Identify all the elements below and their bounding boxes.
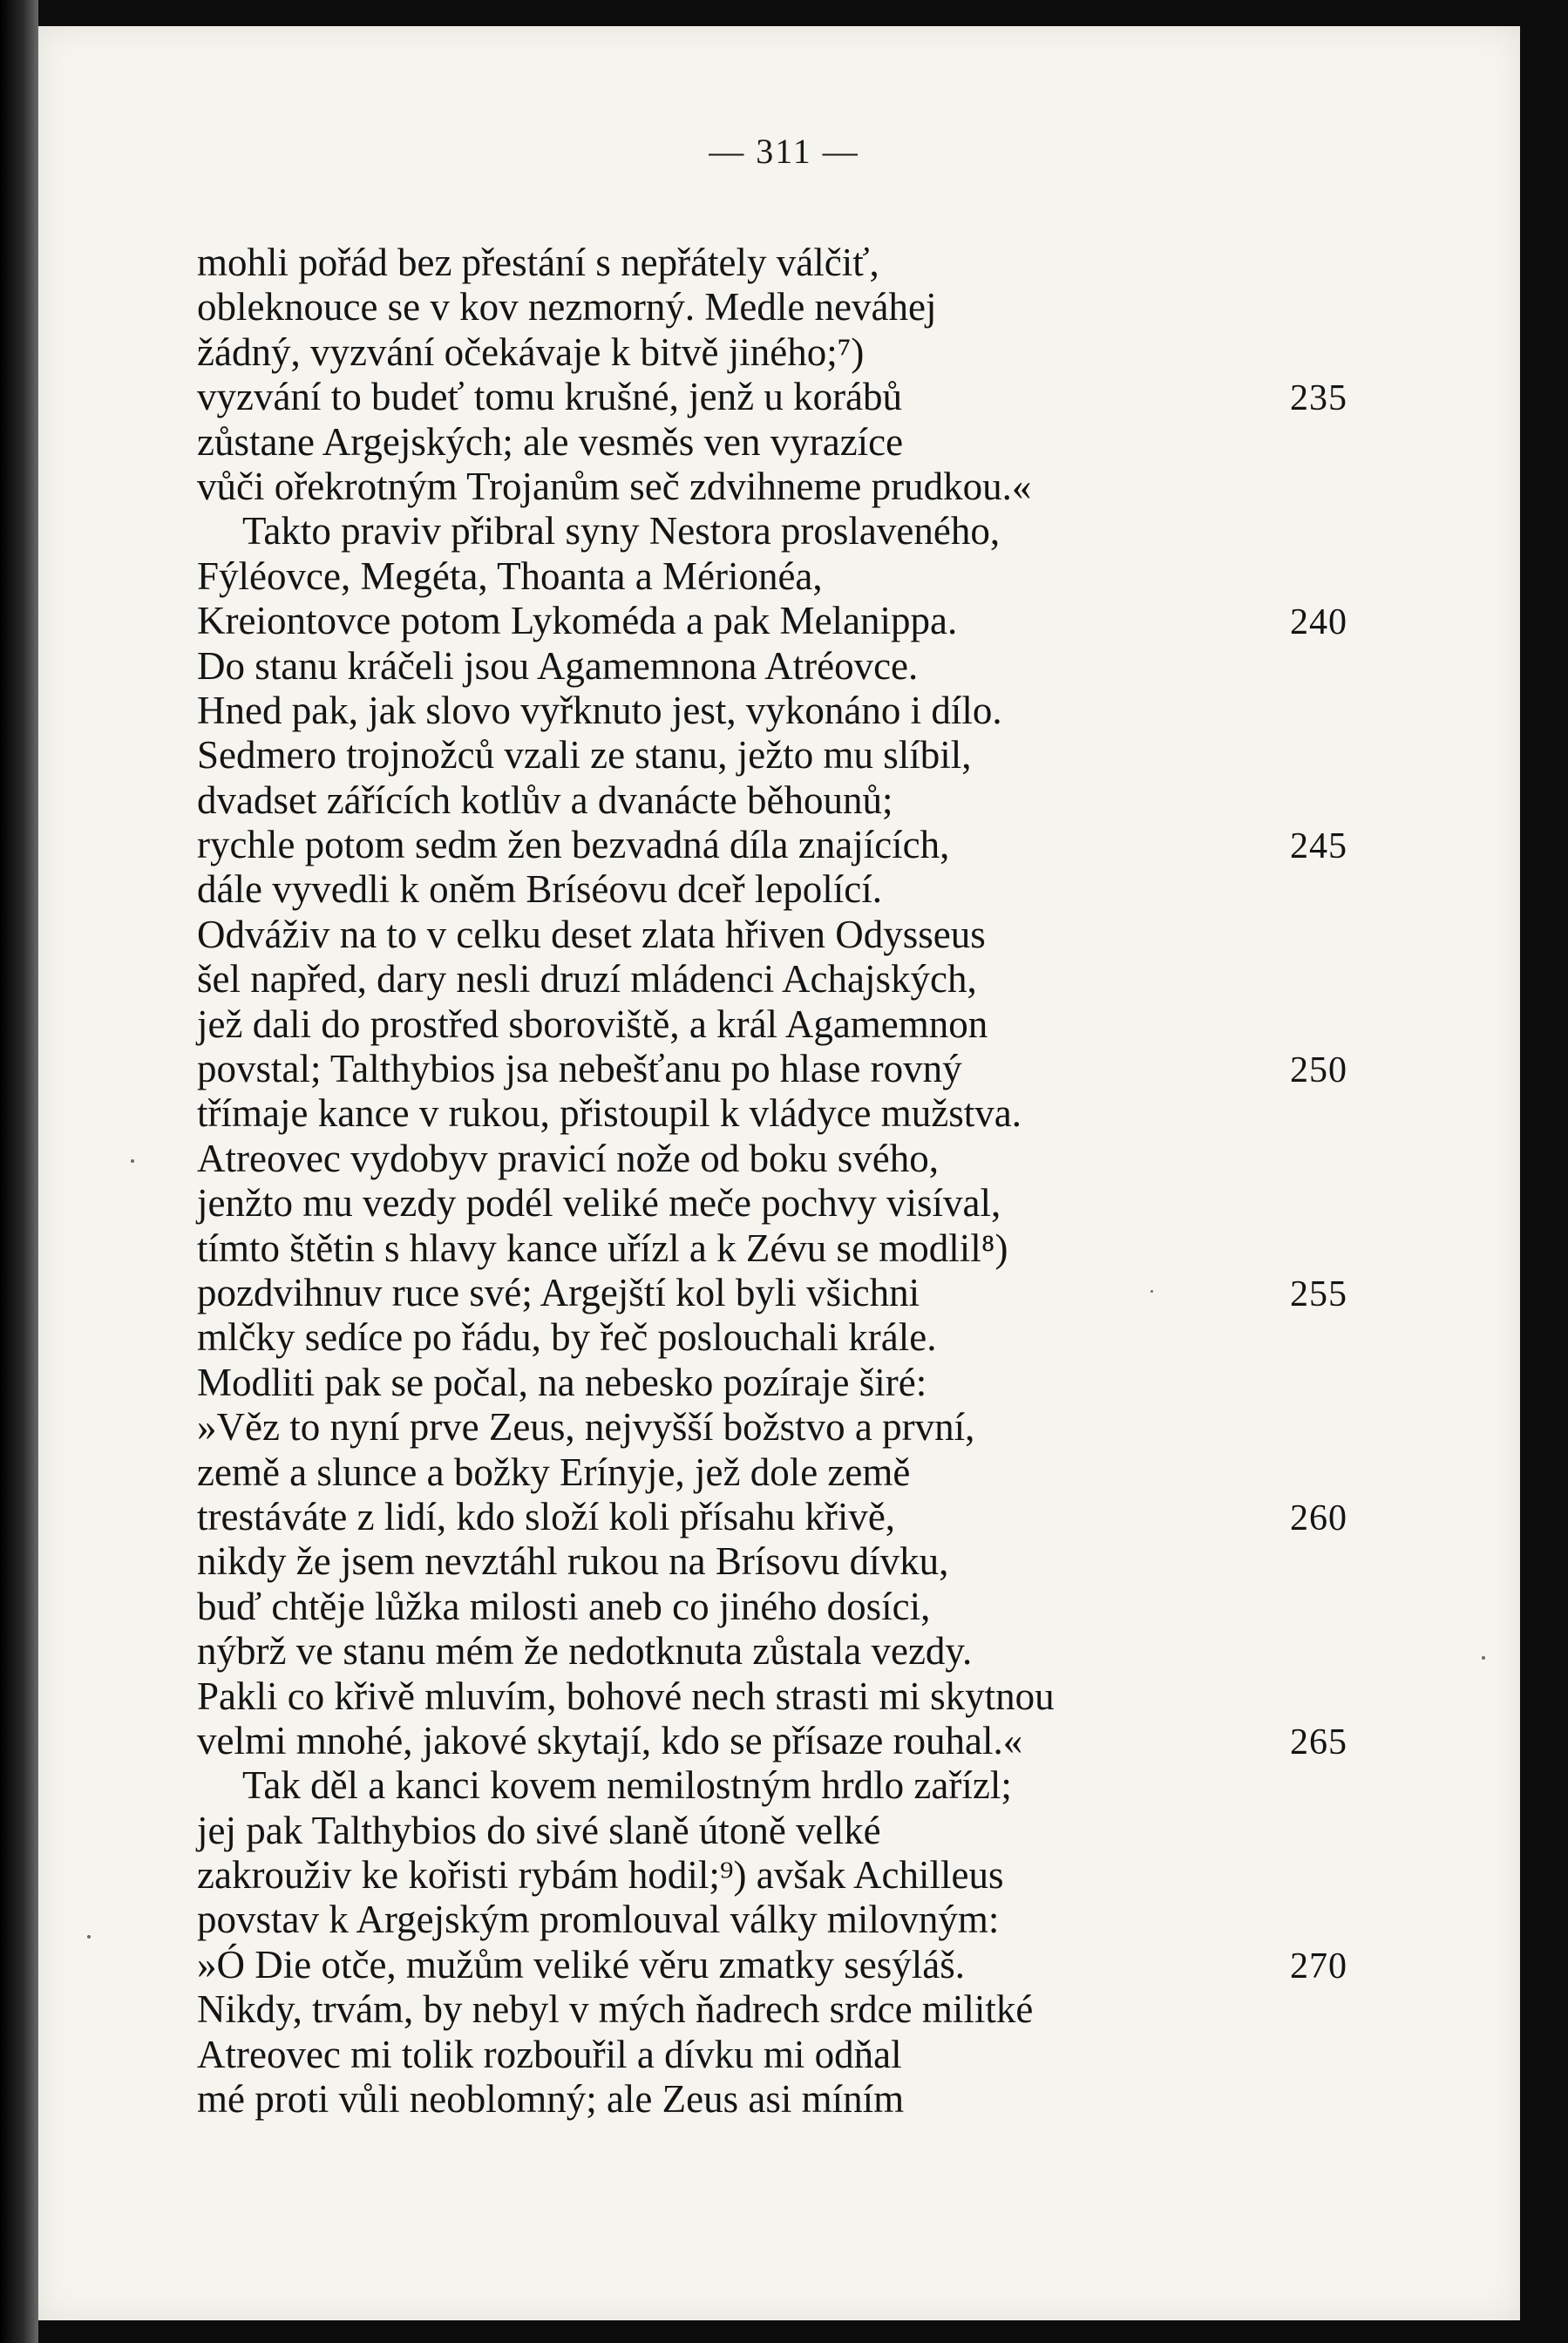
- verse-line: [197, 1091, 1417, 1136]
- verse-line-text: jež dali do prostřed sboroviště, a král Agamemnon: [197, 1002, 988, 1046]
- verse-line: [197, 1361, 1417, 1405]
- verse-line: [197, 2033, 1417, 2077]
- verse-line-text: vůči ořekrotným Trojanům seč zdvihneme prudkou.«: [197, 464, 1032, 508]
- verse-line-text: žádný, vyzvání očekávaje k bitvě jiného;⁷): [197, 329, 865, 374]
- verse-line-text: Fýléovce, Megéta, Thoanta a Mérionéa,: [197, 553, 823, 598]
- verse-line: [197, 465, 1417, 509]
- verse-line: [197, 778, 1417, 823]
- verse-line-text: tímto štětin s hlavy kance uřízl a k Zévu se modlil⁸): [197, 1226, 1008, 1270]
- verse-line-text: mlčky sedíce po řádu, by řeč poslouchali krále.: [197, 1315, 937, 1360]
- scan-speck: [131, 1159, 134, 1163]
- page-edge-shadow: [0, 0, 38, 2343]
- verse-line-text: Takto praviv přibral syny Nestora proslaveného,: [242, 509, 1001, 553]
- verse-line: [197, 1226, 1417, 1271]
- verse-line-text: Atreovec mi tolik rozbouřil a dívku mi odňal: [197, 2032, 902, 2076]
- verse-line-text: povstal; Talthybios jsa nebešťanu po hlase rovný: [197, 1047, 962, 1091]
- verse-line-text: jenžto mu vezdy podél veliké meče pochvy visíval,: [197, 1181, 1001, 1226]
- verse-line-text: jej pak Talthybios do sivé slaně útoně velké: [197, 1808, 881, 1852]
- line-number: 240: [1290, 602, 1347, 643]
- verse-line: [197, 733, 1417, 778]
- verse-line: [197, 1137, 1417, 1181]
- verse-line: [197, 285, 1417, 329]
- verse-line: [197, 867, 1417, 912]
- verse-line: [197, 1271, 1417, 1315]
- verse-line-text: velmi mnohé, jakové skytají, kdo se přísaze rouhal.«: [197, 1718, 1023, 1762]
- verse-line-text: »Ó Die otče, mužům veliké věru zmatky sesýláš.: [197, 1942, 965, 1986]
- verse-line: [197, 1719, 1417, 1763]
- verse-text: [197, 241, 1417, 2122]
- verse-line: [197, 1987, 1417, 2032]
- verse-line-text: Modliti pak se počal, na nebesko pozíraje širé:: [197, 1360, 927, 1404]
- verse-line-text: třímaje kance v rukou, přistoupil k vládyce mužstva.: [197, 1091, 1022, 1136]
- verse-line: [197, 1405, 1417, 1450]
- verse-line: [197, 1495, 1417, 1539]
- verse-line: [197, 1674, 1417, 1719]
- verse-line: [197, 554, 1417, 599]
- verse-line-text: mohli pořád bez přestání s nepřátely válčiť,: [197, 241, 879, 284]
- verse-line-text: Tak děl a kanci kovem nemilostným hrdlo zařízl;: [242, 1763, 1012, 1808]
- verse-line: [197, 420, 1417, 465]
- line-number: 255: [1290, 1273, 1347, 1314]
- verse-line-text: nýbrž ve stanu mém že nedotknuta zůstala vezdy.: [197, 1629, 973, 1674]
- verse-line: [197, 241, 1417, 285]
- verse-line-text: Sedmero trojnožců vzali ze stanu, ježto mu slíbil,: [197, 733, 972, 778]
- verse-line-text: Kreiontovce potom Lykoméda a pak Melanippa.: [197, 599, 958, 643]
- verse-line: [197, 1629, 1417, 1674]
- line-number: 245: [1290, 826, 1347, 867]
- verse-line: [197, 330, 1417, 375]
- verse-line: [197, 823, 1417, 867]
- verse-line-text: rychle potom sedm žen bezvadná díla znajících,: [197, 823, 950, 867]
- line-number: 270: [1290, 1946, 1347, 1986]
- verse-line-text: Nikdy, trvám, by nebyl v mých ňadrech srdce militké: [197, 1987, 1034, 2032]
- verse-line: [197, 1809, 1417, 1853]
- verse-line: [197, 1315, 1417, 1360]
- verse-line-text: vyzvání to budeť tomu krušné, jenž u korábů: [197, 375, 903, 419]
- line-number: 265: [1290, 1722, 1347, 1762]
- verse-line-text: Atreovec vydobyv pravicí nože od boku svého,: [197, 1136, 940, 1180]
- verse-line-text: pozdvihnuv ruce své; Argejští kol byli všichni: [197, 1270, 920, 1314]
- verse-line-text: zakrouživ ke kořisti rybám hodil;⁹) avšak Achilleus: [197, 1853, 1004, 1898]
- verse-line: [197, 1943, 1417, 1987]
- verse-line: [197, 1898, 1417, 1942]
- verse-line-text: buď chtěje lůžka milosti aneb co jiného dosíci,: [197, 1584, 931, 1628]
- page-number: — 311 —: [709, 132, 859, 171]
- verse-line: [197, 689, 1417, 733]
- verse-line-text: dvadset zářících kotlův a dvanácte běhounů;: [197, 778, 893, 822]
- scan-speck: [87, 1935, 91, 1939]
- line-number: 235: [1290, 378, 1347, 419]
- verse-line: [197, 1853, 1417, 1898]
- verse-line: [197, 375, 1417, 419]
- line-number: 250: [1290, 1050, 1347, 1091]
- verse-line-text: obleknouce se v kov nezmorný. Medle neváhej: [197, 285, 937, 329]
- verse-line: [197, 913, 1417, 957]
- verse-line: [197, 957, 1417, 1002]
- verse-line: [197, 599, 1417, 643]
- verse-line: [197, 1585, 1417, 1629]
- verse-line-text: nikdy že jsem nevztáhl rukou na Brísovu dívku,: [197, 1539, 949, 1584]
- verse-line-text: Hned pak, jak slovo vyřknuto jest, vykonáno i dílo.: [197, 688, 1002, 732]
- verse-line: [197, 644, 1417, 689]
- verse-line-text: šel napřed, dary nesli druzí mládenci Achajských,: [197, 957, 977, 1002]
- verse-line-text: země a slunce a božky Erínyje, jež dole země: [197, 1450, 911, 1494]
- verse-line-text: Do stanu kráčeli jsou Agamemnona Atréovce.: [197, 643, 919, 688]
- verse-line-text: dále vyvedli k oněm Bríséovu dceř lepolící.: [197, 867, 883, 912]
- verse-line: [197, 1539, 1417, 1584]
- line-number: 260: [1290, 1497, 1347, 1538]
- verse-line-text: povstav k Argejským promlouval války milovným:: [197, 1898, 1000, 1942]
- scan-speck: [1482, 1656, 1485, 1660]
- verse-line: [197, 1763, 1417, 1808]
- verse-line-text: »Věz to nyní prve Zeus, nejvyšší božstvo a první,: [197, 1405, 975, 1450]
- verse-line: [197, 1181, 1417, 1226]
- verse-line-text: zůstane Argejských; ale vesměs ven vyrazíce: [197, 419, 904, 464]
- verse-line: [197, 509, 1417, 553]
- verse-line: [197, 1002, 1417, 1047]
- verse-line-text: trestáváte z lidí, kdo složí koli přísahu křivě,: [197, 1494, 896, 1538]
- verse-line: [197, 1450, 1417, 1495]
- verse-line-text: mé proti vůli neoblomný; ale Zeus asi míním: [197, 2077, 905, 2122]
- scan-speck: [1151, 1290, 1153, 1293]
- verse-line-text: Odváživ na to v celku deset zlata hřiven Odysseus: [197, 912, 986, 956]
- verse-line-text: Pakli co křivě mluvím, bohové nech strasti mi skytnou: [197, 1674, 1055, 1718]
- verse-line: [197, 2077, 1417, 2122]
- verse-line: [197, 1047, 1417, 1091]
